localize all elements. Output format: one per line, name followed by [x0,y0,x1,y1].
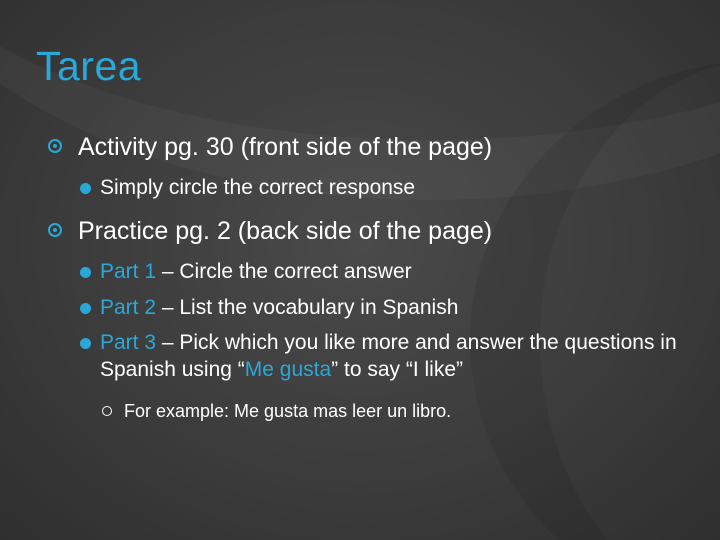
sub-bullet-text: Simply circle the correct response [100,176,416,200]
slide-title: Tarea [36,43,142,89]
sub-bullet-item [78,295,688,322]
sub-bullet-list [78,259,688,423]
sub-bullet-text: – List the vocabulary in Spanish [156,295,459,319]
highlight-phrase: Me gusta [244,358,332,382]
target-bullet-icon [48,139,62,153]
slide-body [48,132,688,437]
part-label: Part 2 [100,295,157,319]
bullet-item [48,132,688,163]
dot-bullet-icon [80,267,91,278]
sub-bullet-text: – Circle the correct answer [156,260,412,284]
sub-bullet-text: – Pick which you like more and answer the questions in Spanish using “ [100,331,677,382]
sub-bullet-item [78,175,688,202]
sub-bullet-list [78,175,688,202]
sub-bullet-item [78,330,688,383]
bullet-text: Practice pg. 2 (back side of the page) [78,216,493,245]
part-label: Part 3 [100,331,157,355]
sub-bullet-item [78,259,688,286]
target-bullet-icon [48,223,62,237]
dot-bullet-icon [80,338,91,349]
example-text: For example: Me gusta mas leer un libro. [124,400,452,421]
ring-bullet-icon [102,406,112,416]
example-item [100,400,688,423]
part-label: Part 1 [100,260,157,284]
dot-bullet-icon [80,303,91,314]
bullet-text: Activity pg. 30 (front side of the page) [78,133,493,161]
bullet-item [48,216,688,247]
dot-bullet-icon [80,183,91,194]
sub-bullet-text: ” to say “I like” [331,358,464,382]
